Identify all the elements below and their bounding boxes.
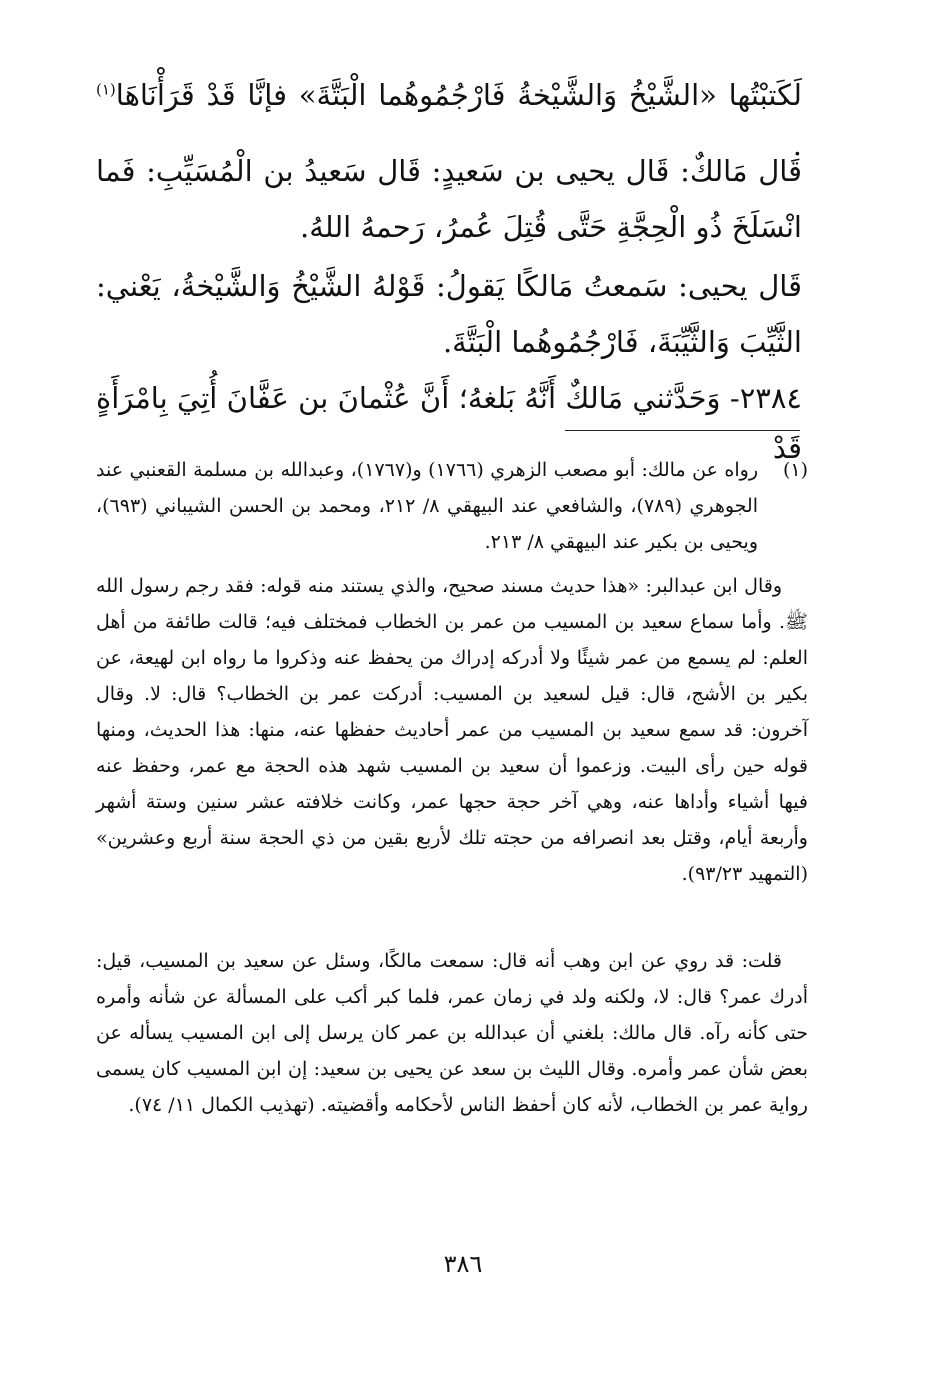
footnote-ibn-abd-al-barr: وقال ابن عبدالبر: «هذا حديث مسند صحيح، والذي يستند منه قوله: فقد رجم رسول الله ﷺ. وأما سماع سعيد بن المسيب من عمر بن الخطاب فمختلف فيه؛ قالت طائفة من أهل العلم: لم يسمع من عمر شيئًا ولا أدركه إدراك من يحفظ عنه وذكروا ما رواه ابن لهيعة، عن بكير بن الأشج، قال: قيل لسعيد بن المسيب: أدركت عمر بن الخطاب؟ قال: لا. وقال آخرون: قد سمع سعيد بن المسيب من عمر أحاديث حفظها عنه، منها: هذا الحديث، ومنها قوله حين رأى البيت. وزعموا أن سعيد بن المسيب شهد هذه الحجة مع عمر، وحفظ عنه فيها أشياء وأداها عنه، وهي آخر حجة حجها عمر، وكانت خلافته عشر سنين وستة أشهر وأربعة أيام، وقتل بعد انصرافه من حجته تلك لأربع بقين من ذي الحجة سنة أربع وعشرين» (التمهيد ٩٣/٢٣). (96, 575, 808, 885)
main-paragraph-yahya-malik: قَال يحيى: سَمعتُ مَالكًا يَقولُ: قَوْلهُ الشَّيْخُ وَالشَّيْخةُ، يَعْني: الثَّيِّبَ وَالثَّيِّبَةَ، فَارْجُمُوهُما الْبَتَّةَ. (96, 269, 802, 359)
footnote-qult: قلت: قد روي عن ابن وهب أنه قال: سمعت مالكًا، وسئل عن سعيد بن المسيب، قيل: أدرك عمر؟ قال: لا، ولكنه ولد في زمان عمر، فلما كبر أكب على المسألة عن شأنه وأمره حتى كأنه رآه. قال مالك: بلغني أن عبدالله بن عمر كان يرسل إلى ابن المسيب يسأله عن بعض شأن عمر وأمره. وقال الليث بن سعد عن يحيى بن سعيد: إن ابن المسيب كان يسمى رواية عمر بن الخطاب، لأنه كان أحفظ الناس لأحكامه وأقضيته. (تهذيب الكمال ١١/ ٧٤). (96, 950, 808, 1116)
footnote-1 (96, 452, 808, 560)
footnote-separator (565, 430, 800, 431)
page-number: ٣٨٦ (443, 1250, 483, 1278)
footnote-1-text: رواه عن مالك: أبو مصعب الزهري (١٧٦٦) و(١٧٦٧)، وعبدالله بن مسلمة القعنبي عند الجوهري (٧٨٩)، والشافعي عند البيهقي ٨/ ٢١٢، ومحمد بن الحسن الشيباني (٦٩٣)، ويحيى بن بكير عند البيهقي ٨/ ٢١٣. (96, 459, 759, 553)
footnote-reference-1[interactable]: (١) (96, 80, 116, 99)
footnote-1-number: (١) (782, 459, 808, 481)
main-paragraph-malik-yahya: قَال مَالكٌ: قَال يحيى بن سَعيدٍ: قَال سَعيدُ بن الْمُسَيِّبِ: فَما انْسَلَخَ ذُو الْحِجَّةِ حَتَّى قُتِلَ عُمرُ، رَحمهُ اللهُ. (96, 154, 802, 244)
main-text-line-1-body: لَكَتبْتُها «الشَّيْخُ وَالشَّيْخةُ فَارْجُمُوهُما الْبَتَّةَ» فإنَّا قَدْ قَرَأْنَاهَا (115, 78, 802, 112)
main-text-line-1-end: . (792, 128, 802, 162)
main-paragraph-hadith-2384: ٢٣٨٤- وَحَدَّثني مَالكٌ أَنَّهُ بَلغهُ؛ أَنَّ عُثْمانَ بن عَفَّانَ أُتِيَ بِامْرَأَةٍ قَدْ (96, 381, 802, 465)
